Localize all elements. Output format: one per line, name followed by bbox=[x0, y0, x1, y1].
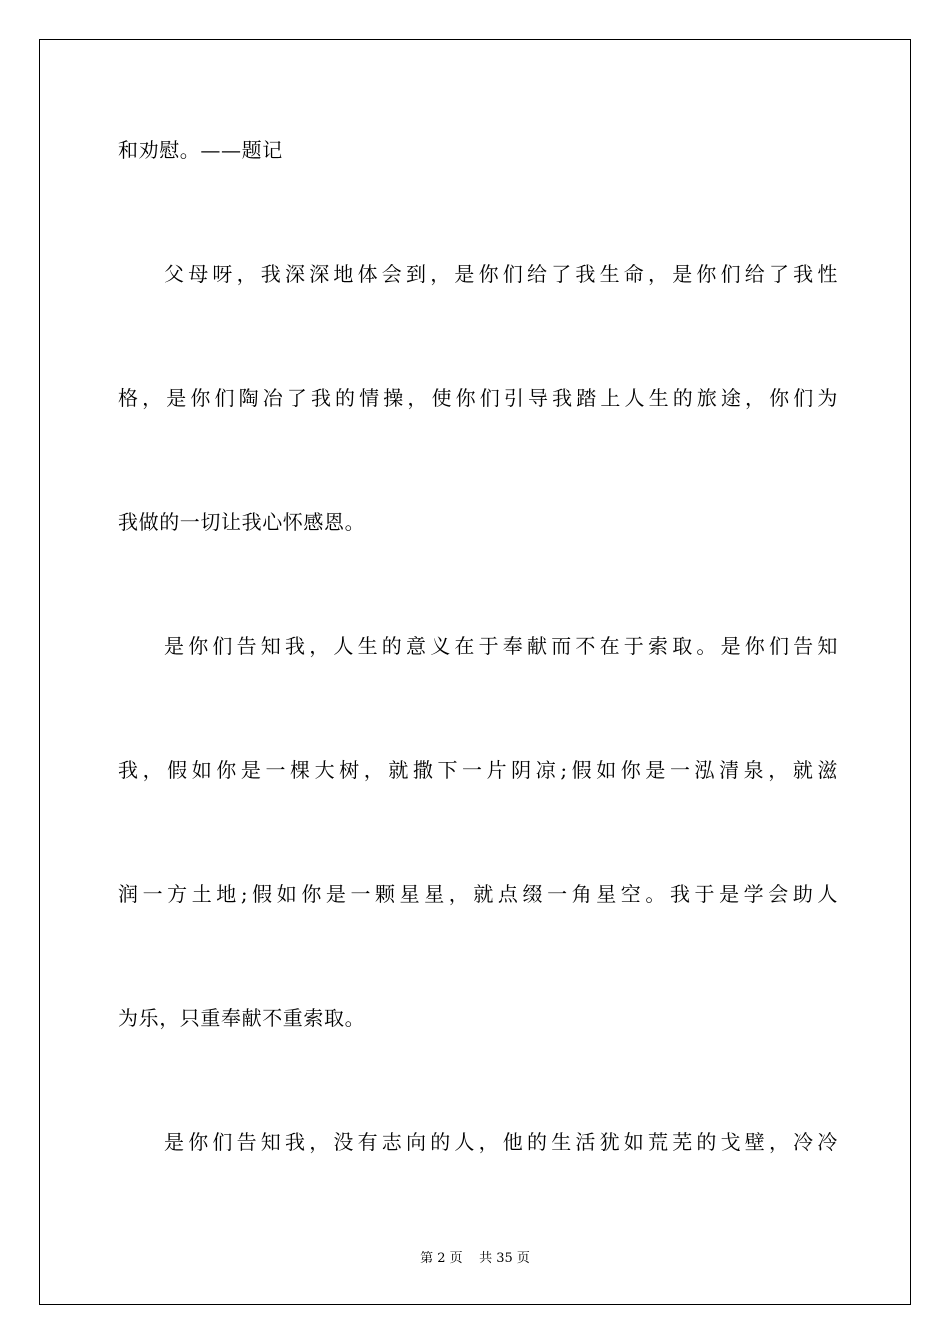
text-line: 格，是你们陶冶了我的情操，使你们引导我踏上人生的旅途，你们为 bbox=[118, 386, 838, 410]
text-line: 润一方土地;假如你是一颗星星，就点缀一角星空。我于是学会助人 bbox=[118, 882, 838, 906]
text-line: 为乐，只重奉献不重索取。 bbox=[118, 1006, 366, 1030]
page-border bbox=[39, 39, 911, 1305]
page-number-footer: 第 2 页 共 35 页 bbox=[420, 1251, 530, 1266]
text-line: 我，假如你是一棵大树，就撒下一片阴凉;假如你是一泓清泉，就滋 bbox=[118, 758, 838, 782]
paragraph-start: 是你们告知我，没有志向的人，他的生活犹如荒芜的戈壁，冷冷 bbox=[164, 1130, 838, 1154]
paragraph-start: 父母呀，我深深地体会到，是你们给了我生命，是你们给了我性 bbox=[164, 262, 838, 286]
text-line: 我做的一切让我心怀感恩。 bbox=[118, 510, 366, 534]
text-line: 和劝慰。——题记 bbox=[118, 138, 283, 162]
paragraph-start: 是你们告知我，人生的意义在于奉献而不在于索取。是你们告知 bbox=[164, 634, 838, 658]
